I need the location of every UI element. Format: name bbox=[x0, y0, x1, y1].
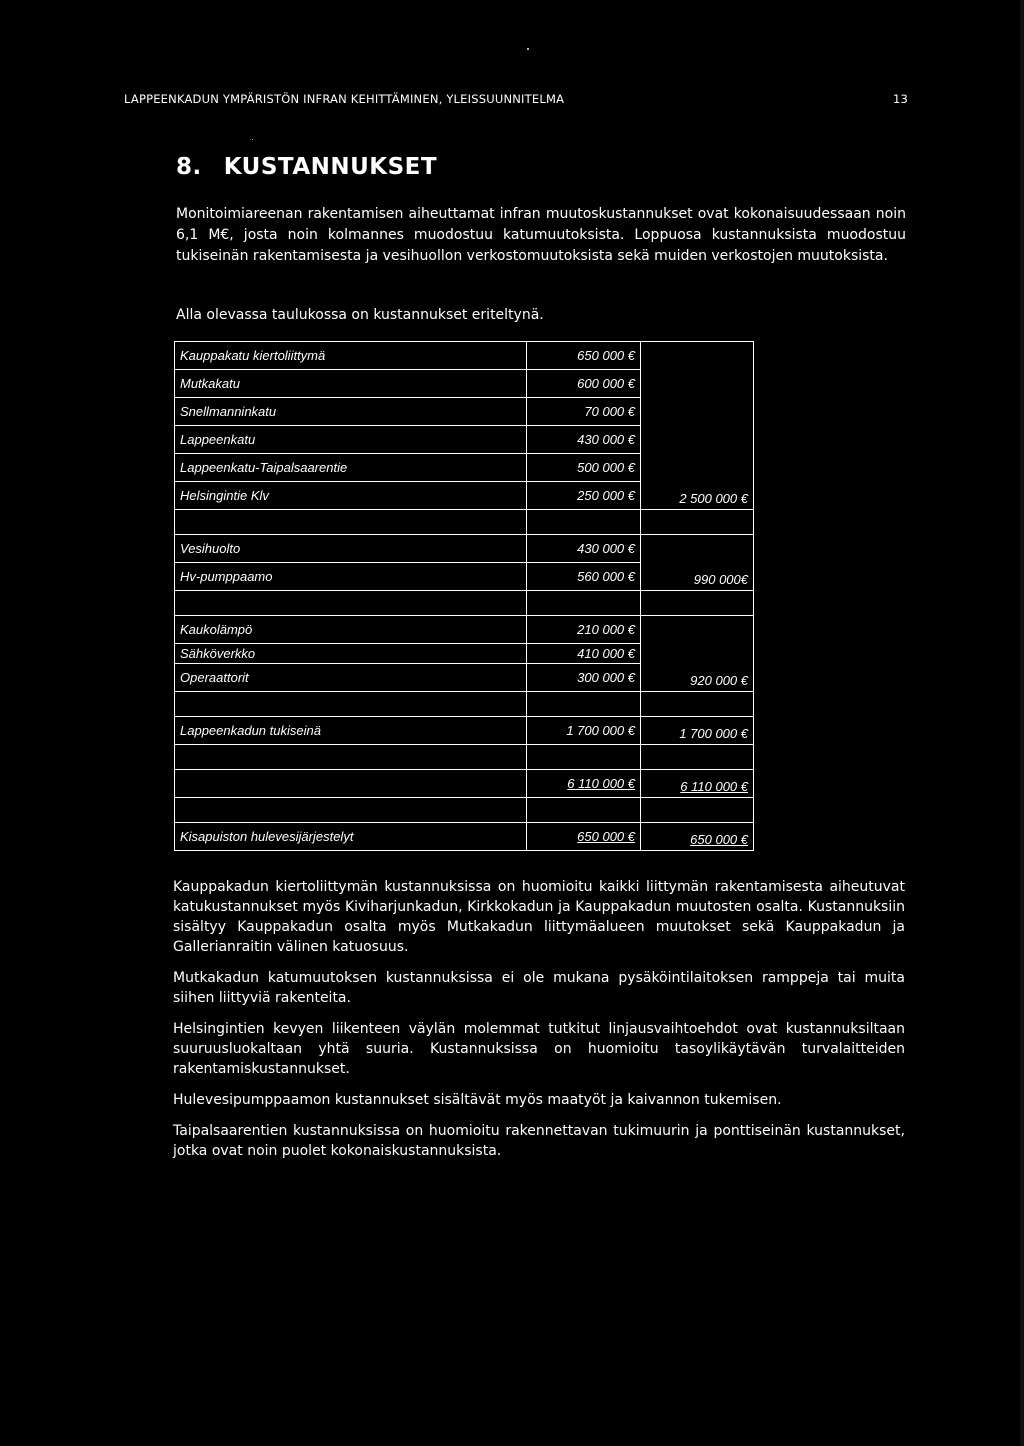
page-header bbox=[124, 92, 908, 106]
storm-total: 650 000 € bbox=[690, 832, 748, 847]
row-label: Kauppakatu kiertoliittymä bbox=[175, 342, 527, 370]
row-amount: 430 000 € bbox=[527, 535, 641, 563]
row-amount: 210 000 € bbox=[527, 616, 641, 644]
cost-table bbox=[174, 341, 754, 851]
wall-total: 1 700 000 € bbox=[641, 717, 754, 745]
note-paragraph: Kauppakadun kiertoliittymän kustannuksissa on huomioitu kaikki liittymän rakentamisesta aiheutuvat katukustannukset myös Kiviharjunkadun, Kirkkokadun ja Kauppakadun muutosten osalta. Kustannuksiin sisältyy Kauppakadun osalta myös Mutkakadun liittymäalueen muutokset sekä Kauppakadun ja Gallerianraitin välinen katuosuus. bbox=[173, 879, 905, 955]
row-label: Kisapuiston hulevesijärjestelyt bbox=[175, 823, 527, 851]
row-amount: 1 700 000 € bbox=[527, 717, 641, 745]
grand-amount: 6 110 000 € bbox=[567, 776, 635, 791]
networks-total: 920 000 € bbox=[641, 616, 754, 692]
scan-edge bbox=[1020, 0, 1024, 1446]
row-label: Snellmanninkatu bbox=[175, 398, 527, 426]
table-row bbox=[175, 717, 754, 745]
table-row bbox=[175, 616, 754, 644]
row-label: Lappeenkatu bbox=[175, 426, 527, 454]
section-heading bbox=[176, 154, 437, 180]
row-amount: 250 000 € bbox=[527, 482, 641, 510]
row-label: Helsingintie Klv bbox=[175, 482, 527, 510]
row-amount: 560 000 € bbox=[527, 563, 641, 591]
row-amount: 70 000 € bbox=[527, 398, 641, 426]
notes-section bbox=[173, 877, 905, 1172]
row-amount: 600 000 € bbox=[527, 370, 641, 398]
table-row bbox=[175, 342, 754, 370]
row-amount: 300 000 € bbox=[527, 664, 641, 692]
note-paragraph: Helsingintien kevyen liikenteen väylän molemmat tutkitut linjausvaihtoehdot ovat kustannuksiltaan suuruusluokaltaan yhtä suuria. Kustannuksissa on huomioitu tasoylikäytävän turvalaitteiden rakentamiskustannukset. bbox=[173, 1021, 905, 1077]
streets-total: 2 500 000 € bbox=[641, 342, 754, 510]
intro-paragraph: Monitoimiareenan rakentamisen aiheuttamat infran muutoskustannukset ovat kokonaisuudessaan noin 6,1 M€, josta noin kolmannes muodostuu katumuutoksista. Loppuosa kustannuksista muodostuu tukiseinän rakentamisesta ja vesihuollon verkostomuutoksista sekä muiden verkostojen muutoksista. bbox=[176, 206, 906, 264]
note-paragraph: Hulevesipumppaamon kustannukset sisältävät myös maatyöt ja kaivannon tukemisen. bbox=[173, 1092, 782, 1108]
row-label: Kaukolämpö bbox=[175, 616, 527, 644]
table-intro: Alla olevassa taulukossa on kustannukset eriteltynä. bbox=[176, 307, 544, 323]
note-paragraph: Taipalsaarentien kustannuksissa on huomioitu rakennettavan tukimuurin ja ponttiseinän kustannukset, jotka ovat noin puolet kokonaiskustannuksista. bbox=[173, 1123, 905, 1159]
table-row bbox=[175, 535, 754, 563]
grand-total-row bbox=[175, 770, 754, 798]
row-label: Vesihuolto bbox=[175, 535, 527, 563]
row-amount: 430 000 € bbox=[527, 426, 641, 454]
row-label: Hv-pumppaamo bbox=[175, 563, 527, 591]
row-label: Sähköverkko bbox=[175, 644, 527, 664]
row-label: Lappeenkatu-Taipalsaarentie bbox=[175, 454, 527, 482]
water-total: 990 000€ bbox=[641, 535, 754, 591]
table-row bbox=[175, 823, 754, 851]
row-amount: 650 000 € bbox=[527, 342, 641, 370]
scan-speck bbox=[252, 139, 253, 140]
spacer-row bbox=[175, 745, 754, 770]
grand-total: 6 110 000 € bbox=[680, 779, 748, 794]
row-amount: 410 000 € bbox=[527, 644, 641, 664]
row-amount: 500 000 € bbox=[527, 454, 641, 482]
storm-amount: 650 000 € bbox=[577, 829, 635, 844]
scan-speck bbox=[527, 48, 529, 50]
spacer-row bbox=[175, 798, 754, 823]
row-label: Mutkakatu bbox=[175, 370, 527, 398]
page-number: 13 bbox=[892, 92, 908, 106]
row-label: Operaattorit bbox=[175, 664, 527, 692]
section-number: 8. bbox=[176, 154, 202, 180]
spacer-row bbox=[175, 692, 754, 717]
note-paragraph: Mutkakadun katumuutoksen kustannuksissa ei ole mukana pysäköintilaitoksen ramppeja tai muita siihen liittyviä rakenteita. bbox=[173, 970, 905, 1006]
spacer-row bbox=[175, 510, 754, 535]
header-title: LAPPEENKADUN YMPÄRISTÖN INFRAN KEHITTÄMINEN, YLEISSUUNNITELMA bbox=[124, 92, 565, 106]
spacer-row bbox=[175, 591, 754, 616]
section-title: KUSTANNUKSET bbox=[223, 154, 438, 180]
row-label: Lappeenkadun tukiseinä bbox=[175, 717, 527, 745]
